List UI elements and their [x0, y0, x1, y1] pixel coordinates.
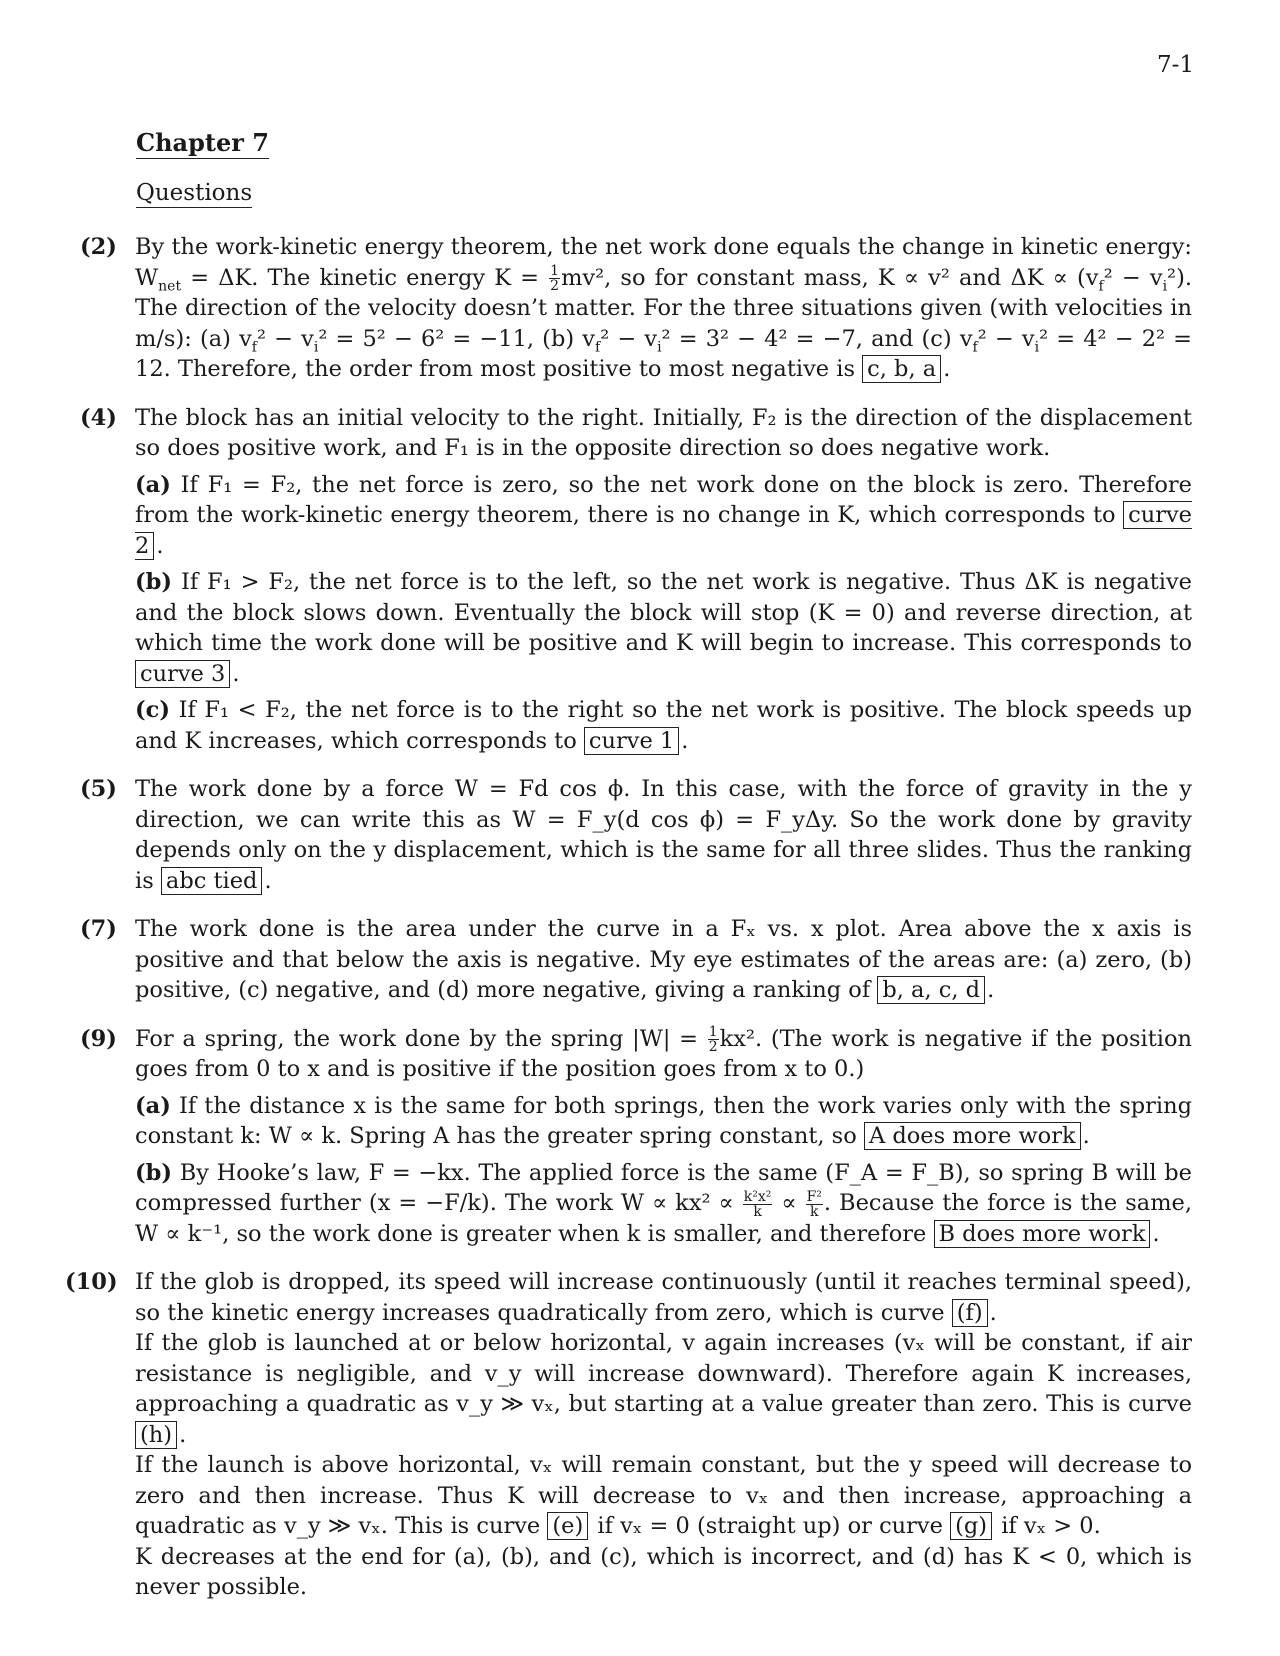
period: .: [1152, 1220, 1160, 1247]
q2-sub-net: net: [158, 278, 182, 294]
q2-sub: f: [595, 339, 601, 355]
part-text: If the distance x is the same for both springs, then the work varies only with the spring constant k: W ∝ k. Spring A has the greater spring constant, so: [135, 1092, 1192, 1149]
q10-para-4: K decreases at the end for (a), (b), and (c), which is incorrect, and (d) has K < 0, which is never possible.: [135, 1543, 1192, 1600]
q2-text-9: ² = 4² − 2² = 12. Therefore, the order from most positive to most negative is: [135, 325, 1193, 382]
question-number: (4): [80, 404, 117, 431]
q2-text-3: mv², so for constant mass, K ∝ v² and ΔK ∝ (v: [561, 264, 1099, 291]
q2-sub: i: [657, 339, 662, 355]
answer-box: c, b, a: [862, 355, 941, 383]
part-label: (c): [135, 697, 170, 723]
part-label: (b): [135, 1159, 173, 1186]
q10-para-3: [135, 1450, 1192, 1542]
q9-intro: [135, 1024, 1192, 1085]
part-text: By Hooke’s law, F = −kx. The applied force is the same (F_A = F_B), so spring B will be compressed further (x = −F/k). The work W ∝ kx² ∝: [135, 1159, 1192, 1216]
question-10: [65, 1267, 1192, 1603]
question-number: (10): [65, 1269, 118, 1295]
answer-box: B does more work: [934, 1220, 1151, 1248]
frac-den: 2: [550, 278, 560, 294]
frac-num: 1: [708, 1024, 718, 1040]
para-text: If the launch is above horizontal, vₓ will remain constant, but the y speed will decrease to zero and then increase. Thus K will decrease to vₓ and then increase, approaching a quadratic as v_y ≫ vₓ. This is curve: [135, 1452, 1192, 1539]
q7-text: The work done is the area under the curve in a Fₓ vs. x plot. Area above the x axis is positive and that below the axis is negative. My eye estimates of the areas are: (a) zero, (b) positive, (c) negative, and (d) more negative, giving a ranking of: [135, 916, 1192, 1003]
frac-den: 2: [708, 1039, 718, 1055]
question-number: (5): [80, 776, 117, 802]
q2-text-2: = ΔK. The kinetic energy K =: [181, 264, 549, 291]
q2-text-1: By the work-kinetic energy theorem, the net work done equals the change in kinetic energy: W: [135, 234, 1192, 291]
q4-part-b: [135, 567, 1192, 689]
answer-box: (f): [952, 1299, 988, 1327]
q2-sub: i: [1162, 278, 1168, 294]
q9-intro-2: kx². (The work is negative if the position goes from 0 to x and is positive if the position goes from x to 0.): [135, 1025, 1192, 1082]
para-text: if vₓ > 0.: [994, 1513, 1101, 1539]
period: .: [156, 532, 164, 559]
period: .: [1082, 1123, 1090, 1149]
page-number: 7-1: [1156, 52, 1194, 78]
answer-box: (h): [135, 1421, 177, 1449]
answer-box: (e): [547, 1512, 588, 1540]
q2-sub: f: [251, 339, 257, 355]
period: .: [264, 867, 272, 894]
part-text: ∝: [773, 1190, 805, 1216]
q2-text-4: ² − v: [256, 325, 314, 352]
part-label: (a): [135, 471, 171, 498]
q9-part-a: [135, 1091, 1192, 1152]
part-label: (b): [135, 569, 173, 595]
part-text: . Because the force is the same, W ∝ k⁻¹, so the work done is greater when k is smaller, and therefore: [135, 1190, 1192, 1247]
q2-sub: f: [972, 339, 978, 355]
period: .: [987, 977, 995, 1003]
para-text: If the glob is launched at or below horizontal, v again increases (vₓ will be constant, if air resistance is negligible, and v_y will increase downward). Therefore again K increases, approaching a quadratic as v_y ≫ vₓ, but starting at a value greater than zero. This is curve: [135, 1330, 1192, 1417]
q2-sub: i: [313, 339, 319, 355]
q5-text: The work done by a force W = Fd cos ϕ. In this case, with the force of gravity in the y direction, we can write this as W = F_y(d cos ϕ) = F_yΔy. So the work done by gravity depends only on the y displacement, which is the same for all three slides. Thus the ranking is: [135, 776, 1192, 894]
period: .: [943, 356, 951, 382]
question-7: [80, 914, 1192, 1006]
period: .: [179, 1421, 187, 1448]
q9-fraction-2: [806, 1190, 823, 1219]
answer-box: curve 1: [584, 727, 679, 755]
frac-den: k: [753, 1203, 762, 1220]
q10-para-2: [135, 1328, 1192, 1450]
q4-part-c: [135, 695, 1192, 756]
part-text: If F₁ > F₂, the net force is to the left, so the net work is negative. Thus ΔK is negative and the block slows down. Eventually the block will stop (K = 0) and reverse direction, at which time the work done will be positive and K will begin to increase. This corresponds to: [135, 569, 1192, 656]
q2-text-3c: ²). The direction of the velocity doesn’t matter. For the three situations given (with velocities in m/s): (a) v: [135, 264, 1192, 352]
question-number: (2): [80, 234, 117, 260]
frac-num: 1: [550, 263, 560, 279]
period: .: [989, 1299, 997, 1326]
q10-para-1: [135, 1267, 1192, 1328]
q2-text-7: ² = 3² − 4² = −7, and (c) v: [661, 325, 973, 352]
para-text: if vₓ = 0 (straight up) or curve: [590, 1513, 951, 1539]
q4-part-a: [135, 470, 1192, 562]
part-text: If F₁ = F₂, the net force is zero, so the net work done on the block is zero. Therefore from the work-kinetic energy theorem, there is no change in K, which corresponds to: [135, 471, 1192, 528]
question-4: [80, 403, 1192, 757]
q2-text-3b: ² − v: [1103, 264, 1163, 291]
question-5: [80, 774, 1192, 896]
question-number: (7): [80, 916, 117, 942]
para-text: If the glob is dropped, its speed will increase continuously (until it reaches terminal speed), so the kinetic energy increases quadratically from zero, which is curve: [135, 1269, 1192, 1326]
answer-box: curve 3: [135, 660, 230, 688]
q2-fraction-half: [549, 264, 560, 293]
frac-den: k: [810, 1203, 819, 1220]
q2-text-5: ² = 5² − 6² = −11, (b) v: [318, 325, 595, 352]
q2-sub: i: [1034, 339, 1040, 355]
q4-intro: The block has an initial velocity to the right. Initially, F₂ is the direction of the displacement so does positive work, and F₁ is in the opposite direction so does negative work.: [135, 404, 1192, 461]
question-2: [80, 232, 1193, 385]
chapter-title: Chapter 7: [136, 128, 269, 157]
period: .: [232, 660, 240, 687]
answer-box: abc tied: [161, 867, 263, 895]
answer-box: b, a, c, d: [877, 976, 985, 1004]
q9-intro-1: For a spring, the work done by the spring |W| =: [135, 1025, 707, 1052]
answer-box: (g): [950, 1512, 992, 1540]
q2-text-6: ² − v: [600, 325, 658, 352]
section-title: Questions: [136, 180, 253, 206]
q2-text-8: ² − v: [977, 325, 1035, 352]
q9-fraction-1: [743, 1190, 773, 1219]
q9-fraction-half: [708, 1025, 719, 1054]
answer-box: A does more work: [864, 1122, 1081, 1150]
frac-num: k²x²: [743, 1188, 772, 1205]
part-label: (a): [135, 1092, 171, 1119]
question-number: (9): [80, 1025, 117, 1052]
questions-list: [0, 232, 1280, 1621]
question-9: [80, 1024, 1192, 1250]
part-text: If F₁ < F₂, the net force is to the right so the net work is positive. The block speeds up and K increases, which corresponds to: [135, 697, 1192, 754]
answer-box: curve 2: [135, 502, 1192, 559]
frac-num: F²: [806, 1188, 822, 1205]
q2-sub: f: [1098, 278, 1104, 294]
period: .: [681, 727, 689, 754]
q9-part-b: [135, 1158, 1192, 1250]
